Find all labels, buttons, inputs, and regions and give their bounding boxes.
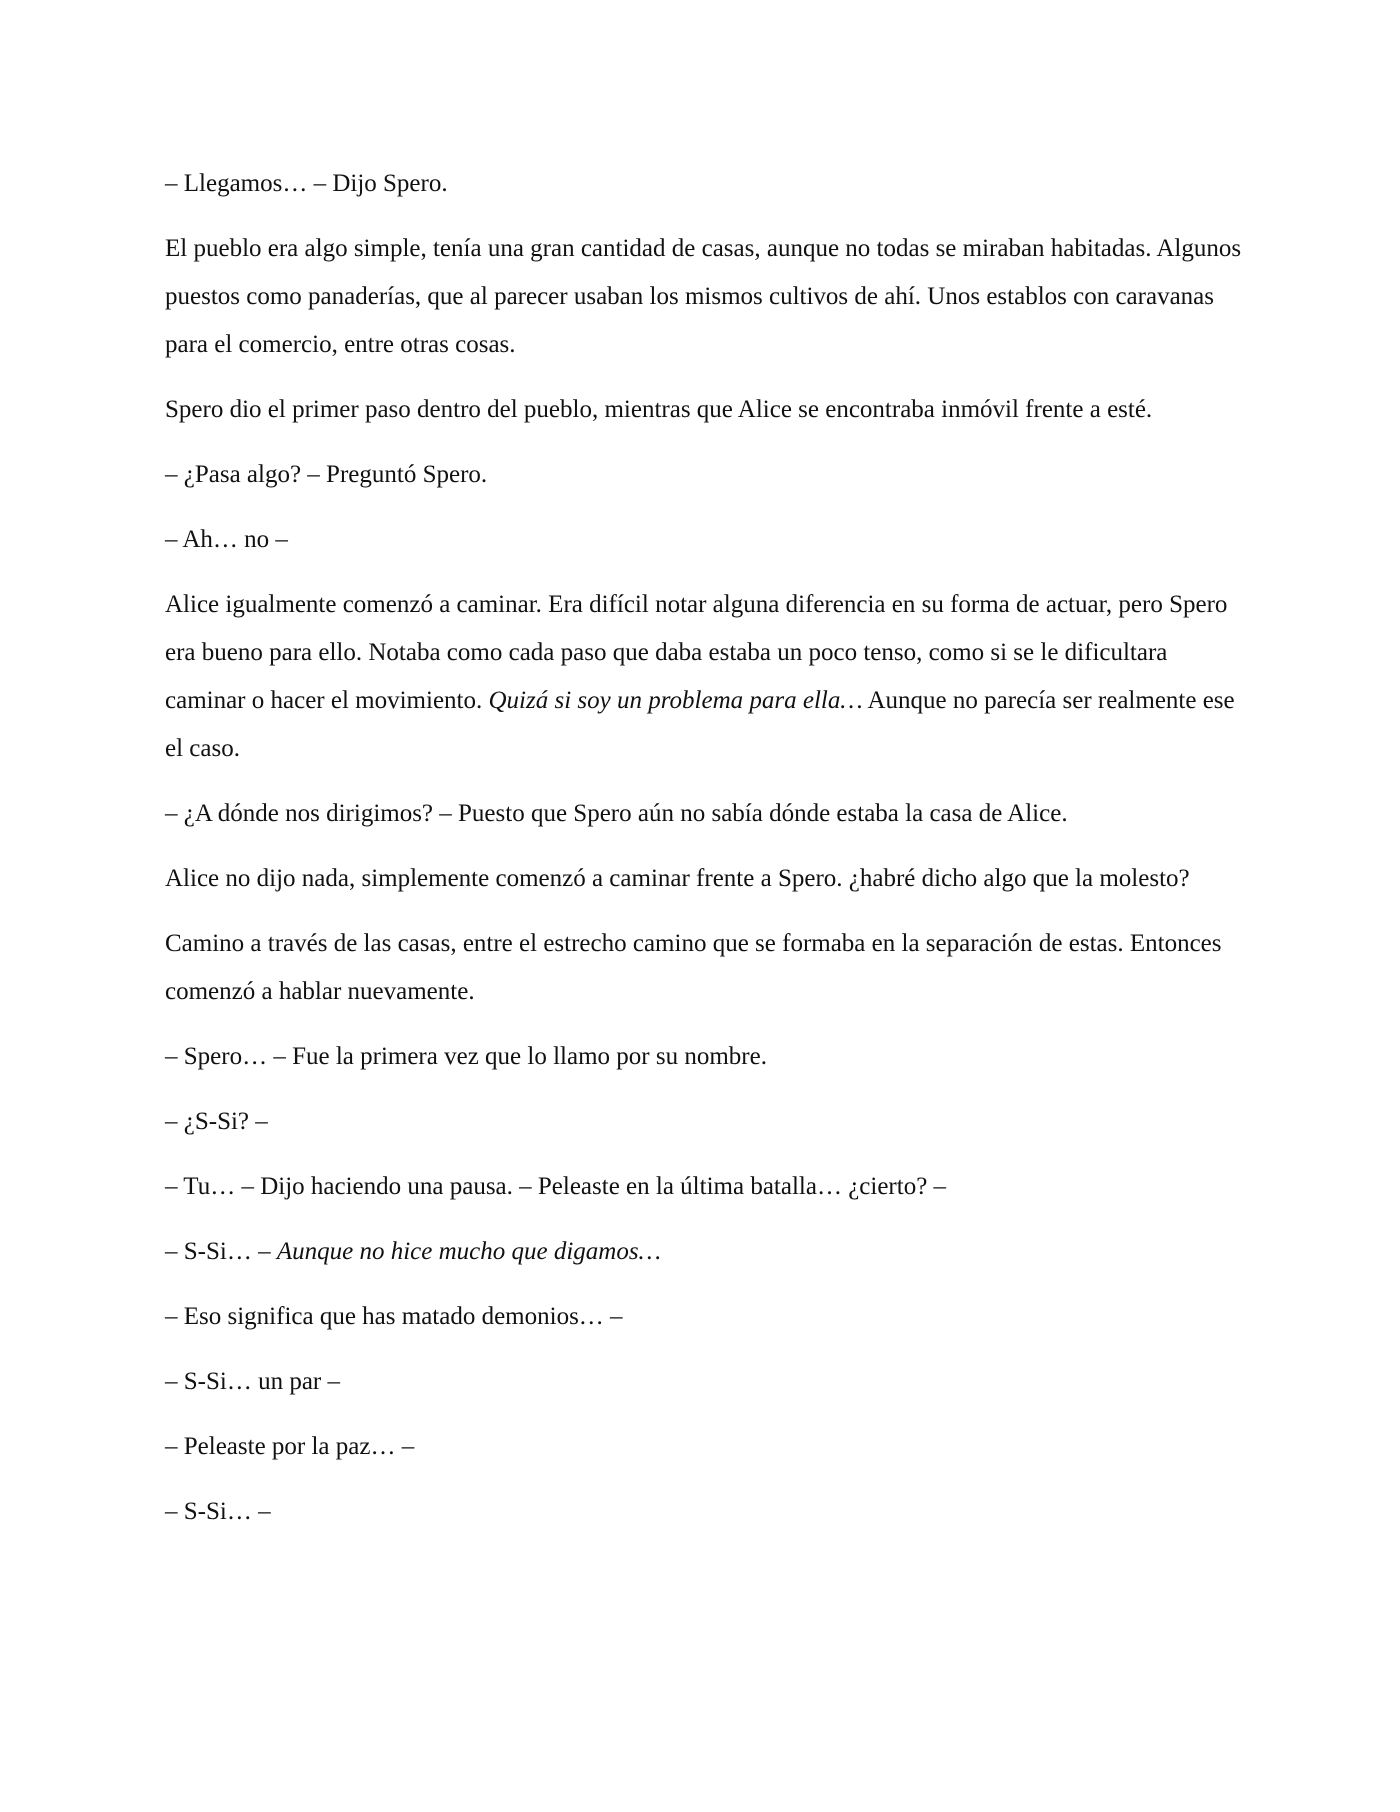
- italic-thought: Quizá si soy un problema para ella…: [488, 687, 863, 714]
- document-page: [165, 160, 1245, 1553]
- text-run: Alice igualmente comenzó a caminar. Era difícil notar alguna diferencia en su forma de actuar, pero Spero era bueno para ello. Notaba como cada paso que daba estaba un poco tenso, como si se le dificultara caminar o hacer el movimiento.: [165, 591, 1228, 714]
- narrative-paragraph: [165, 920, 1245, 1016]
- text-run: – ¿Pasa algo? – Preguntó Spero.: [165, 461, 488, 488]
- text-run: El pueblo era algo simple, tenía una gran cantidad de casas, aunque no todas se miraban habitadas. Algunos puestos como panaderías, que al parecer usaban los mismos cultivos de ahí. Unos establos con caravanas para el comercio, entre otras cosas.: [165, 235, 1242, 358]
- text-run: – ¿A dónde nos dirigimos? – Puesto que Spero aún no sabía dónde estaba la casa de Alice.: [165, 800, 1068, 827]
- text-run: Spero dio el primer paso dentro del pueblo, mientras que Alice se encontraba inmóvil frente a esté.: [165, 396, 1153, 423]
- dialogue-line: [165, 1098, 1245, 1146]
- dialogue-line: [165, 1423, 1245, 1471]
- narrative-paragraph: [165, 581, 1245, 773]
- italic-thought: Aunque no hice mucho que digamos…: [276, 1238, 661, 1265]
- text-run: Camino a través de las casas, entre el estrecho camino que se formaba en la separación de estas. Entonces comenzó a hablar nuevamente.: [165, 930, 1222, 1005]
- text-run: – Ah… no –: [165, 526, 288, 553]
- dialogue-line: [165, 1293, 1245, 1341]
- text-run: – S-Si… –: [165, 1498, 271, 1525]
- text-run: – S-Si… –: [165, 1238, 277, 1265]
- dialogue-line: [165, 790, 1245, 838]
- dialogue-line: [165, 1488, 1245, 1536]
- dialogue-line: [165, 1033, 1245, 1081]
- dialogue-line: [165, 1163, 1245, 1211]
- text-run: Alice no dijo nada, simplemente comenzó a caminar frente a Spero. ¿habré dicho algo que la molesto?: [165, 865, 1190, 892]
- text-run: – Peleaste por la paz… –: [165, 1433, 415, 1460]
- dialogue-line: [165, 160, 1245, 208]
- text-run: – Tu… – Dijo haciendo una pausa. – Peleaste en la última batalla… ¿cierto? –: [165, 1173, 947, 1200]
- text-run: – S-Si… un par –: [165, 1368, 340, 1395]
- narrative-paragraph: [165, 386, 1245, 434]
- text-run: – ¿S-Si? –: [165, 1108, 268, 1135]
- text-run: Aunque no parecía ser realmente ese el caso.: [165, 687, 1235, 762]
- dialogue-line: [165, 1228, 1245, 1276]
- narrative-paragraph: [165, 855, 1245, 903]
- dialogue-line: [165, 451, 1245, 499]
- dialogue-line: [165, 1358, 1245, 1406]
- text-run: – Spero… – Fue la primera vez que lo llamo por su nombre.: [165, 1043, 767, 1070]
- dialogue-line: [165, 516, 1245, 564]
- narrative-paragraph: [165, 225, 1245, 369]
- text-run: – Llegamos… – Dijo Spero.: [165, 170, 448, 197]
- text-run: – Eso significa que has matado demonios… –: [165, 1303, 623, 1330]
